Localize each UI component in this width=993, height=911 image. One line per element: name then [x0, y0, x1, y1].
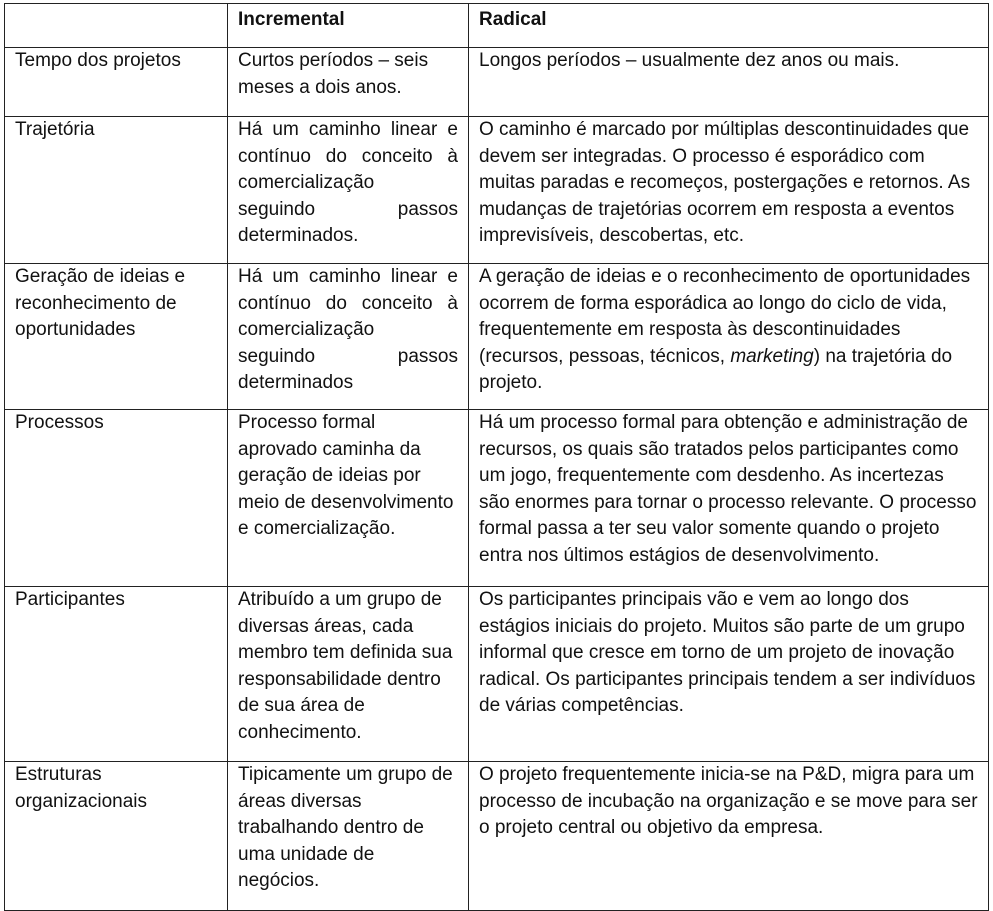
header-incremental: Incremental	[228, 4, 469, 48]
table-row	[5, 117, 989, 264]
radical-cell: Longos períodos – usualmente dez anos ou mais.	[469, 48, 989, 117]
incremental-text-part: seguindo passos determinados.	[238, 198, 458, 247]
row-label: Tempo dos projetos	[5, 48, 228, 117]
radical-cell: Há um processo formal para obtenção e administração de recursos, os quais são tratados pelos participantes como um jogo, frequentemente com desdenho. As incertezas são enormes para tornar o processo relevante. O processo formal passa a ter seu valor somente quando o projeto entra nos últimos estágios de desenvolvimento.	[469, 410, 989, 587]
header-empty-cell	[5, 4, 228, 48]
header-radical: Radical	[469, 4, 989, 48]
radical-cell: O projeto frequentemente inicia-se na P&D, migra para um processo de incubação na organização e se move para ser o projeto central ou objetivo da empresa.	[469, 762, 989, 911]
radical-cell: Os participantes principais vão e vem ao longo dos estágios iniciais do projeto. Muitos são parte de um grupo informal que cresce em torno de um projeto de inovação radical. Os participantes principais tendem a ser indivíduos de várias competências.	[469, 587, 989, 762]
incremental-cell: Processo formal aprovado caminha da geração de ideias por meio de desenvolvimento e comercialização.	[228, 410, 469, 587]
incremental-text-part: Há um caminho linear e contínuo do conceito à comercialização	[238, 119, 458, 194]
table-row	[5, 48, 989, 117]
table-row	[5, 264, 989, 410]
incremental-text-part: seguindo passos determinados	[238, 345, 458, 394]
row-label: Geração de ideias e reconhecimento de oportunidades	[5, 264, 228, 410]
table-row	[5, 762, 989, 911]
comparison-table	[4, 3, 989, 911]
radical-italic-term: marketing	[730, 345, 814, 367]
incremental-cell: Atribuído a um grupo de diversas áreas, cada membro tem definida sua responsabilidade dentro de sua área de conhecimento.	[228, 587, 469, 762]
table-row	[5, 410, 989, 587]
row-label: Processos	[5, 410, 228, 587]
incremental-cell	[228, 117, 469, 264]
radical-cell: O caminho é marcado por múltiplas descontinuidades que devem ser integradas. O processo é esporádico com muitas paradas e recomeços, postergações e retornos. As mudanças de trajetórias ocorrem em resposta a eventos imprevisíveis, descobertas, etc.	[469, 117, 989, 264]
incremental-cell: Curtos períodos – seis meses a dois anos.	[228, 48, 469, 117]
row-label: Estruturas organizacionais	[5, 762, 228, 911]
row-label: Trajetória	[5, 117, 228, 264]
incremental-cell	[228, 264, 469, 410]
header-row	[5, 4, 989, 48]
row-label: Participantes	[5, 587, 228, 762]
incremental-text-part: Há um caminho linear e contínuo do conceito à comercialização	[238, 266, 458, 341]
table-row	[5, 587, 989, 762]
radical-cell	[469, 264, 989, 410]
incremental-cell: Tipicamente um grupo de áreas diversas trabalhando dentro de uma unidade de negócios.	[228, 762, 469, 911]
radical-text-part: ) na trajetória do projeto.	[479, 345, 953, 394]
radical-text-part: A geração de ideias e o reconhecimento de oportunidades ocorrem de forma esporádica ao longo do ciclo de vida, frequentemente em resposta às descontinuidades (recursos, pessoas, técnicos,	[479, 266, 971, 367]
